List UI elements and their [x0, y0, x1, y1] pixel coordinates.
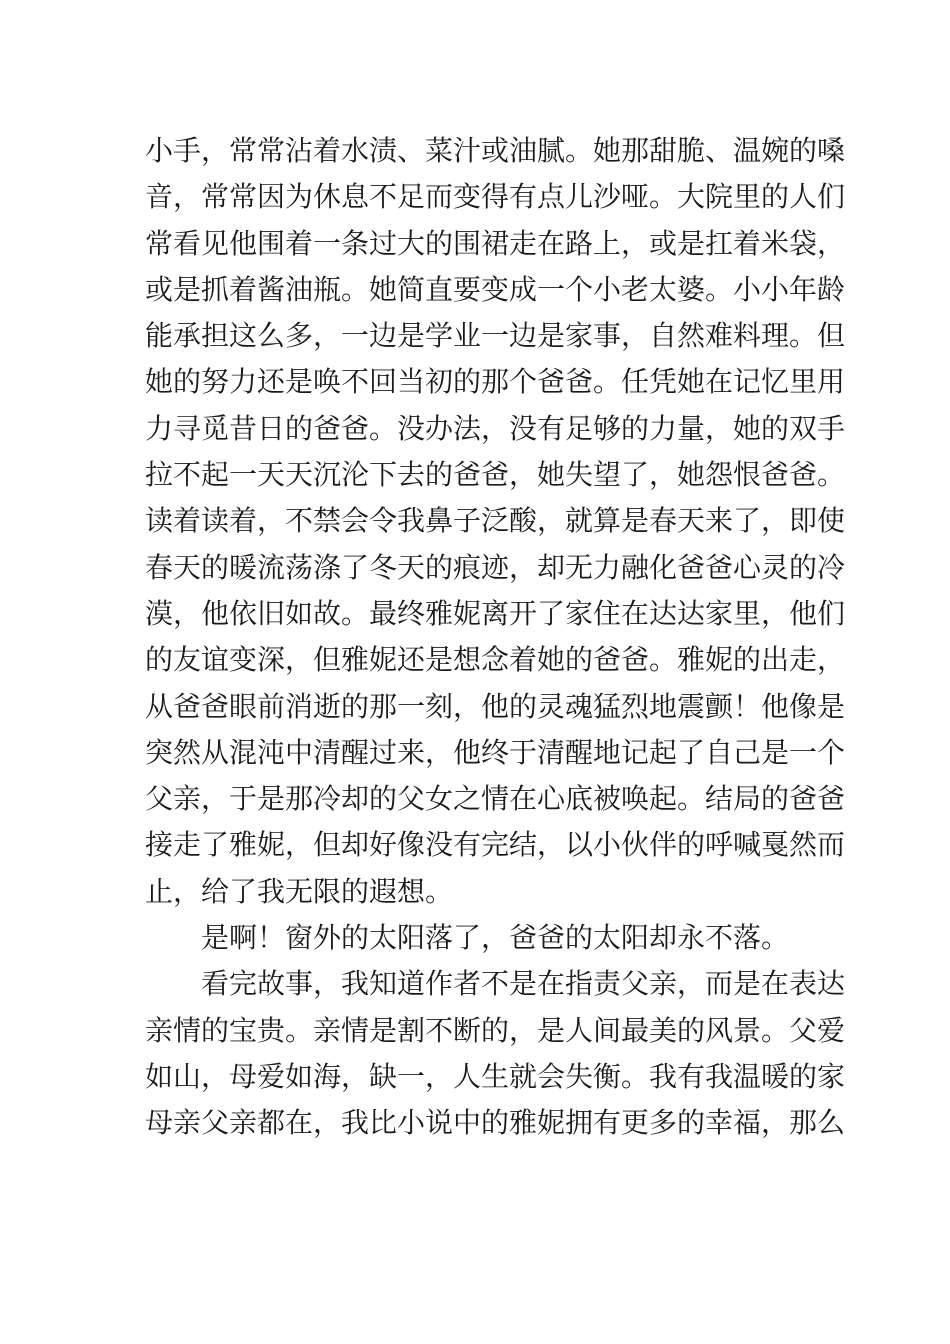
text-line: 读着读着，不禁会令我鼻子泛酸，就算是春天来了，即使 — [145, 504, 846, 538]
text-line: 父亲，于是那冷却的父女之情在心底被唤起。结局的爸爸 — [145, 782, 846, 816]
text-line: 如山，母爱如海，缺一，人生就会失衡。我有我温暖的家 — [145, 1059, 846, 1093]
text-line: 力寻觅昔日的爸爸。没办法，没有足够的力量，她的双手 — [145, 411, 846, 445]
text-line: 小手，常常沾着水渍、菜汁或油腻。她那甜脆、温婉的嗓 — [145, 134, 846, 167]
text-line: 接走了雅妮，但却好像没有完结，以小伙伴的呼喊戛然而 — [145, 828, 846, 862]
text-line: 突然从混沌中清醒过来，他终于清醒地记起了自己是一个 — [145, 735, 846, 769]
text-line: 拉不起一天天沉沦下去的爸爸，她失望了，她怨恨爸爸。 — [145, 458, 846, 492]
text-line: 从爸爸眼前消逝的那一刻，他的灵魂猛烈地震颤！他像是 — [145, 689, 846, 723]
text-line: 漠，他依旧如故。最终雅妮离开了家住在达达家里，他们 — [145, 596, 846, 630]
text-line: 的友谊变深，但雅妮还是想念着她的爸爸。雅妮的出走， — [145, 643, 846, 677]
text-line: 能承担这么多，一边是学业一边是家事，自然难料理。但 — [145, 319, 846, 353]
text-line: 亲情的宝贵。亲情是割不断的，是人间最美的风景。父爱 — [145, 1013, 846, 1047]
text-line: 或是抓着酱油瓶。她简直要变成一个小老太婆。小小年龄 — [145, 272, 846, 306]
body-text — [145, 128, 846, 1147]
text-line: 母亲父亲都在，我比小说中的雅妮拥有更多的幸福，那么 — [145, 1106, 846, 1140]
text-line: 音，常常因为休息不足而变得有点儿沙哑。大院里的人们 — [145, 180, 846, 214]
paragraph-start-line: 看完故事，我知道作者不是在指责父亲，而是在表达 — [201, 967, 846, 1001]
paragraph-start-line: 是啊！窗外的太阳落了，爸爸的太阳却永不落。 — [201, 921, 790, 955]
text-line: 常看见他围着一条过大的围裙走在路上，或是扛着米袋， — [145, 226, 846, 260]
text-line: 春天的暖流荡涤了冬天的痕迹，却无力融化爸爸心灵的冷 — [145, 550, 846, 584]
text-line: 止，给了我无限的遐想。 — [145, 874, 454, 908]
text-line: 她的努力还是唤不回当初的那个爸爸。任凭她在记忆里用 — [145, 365, 846, 399]
